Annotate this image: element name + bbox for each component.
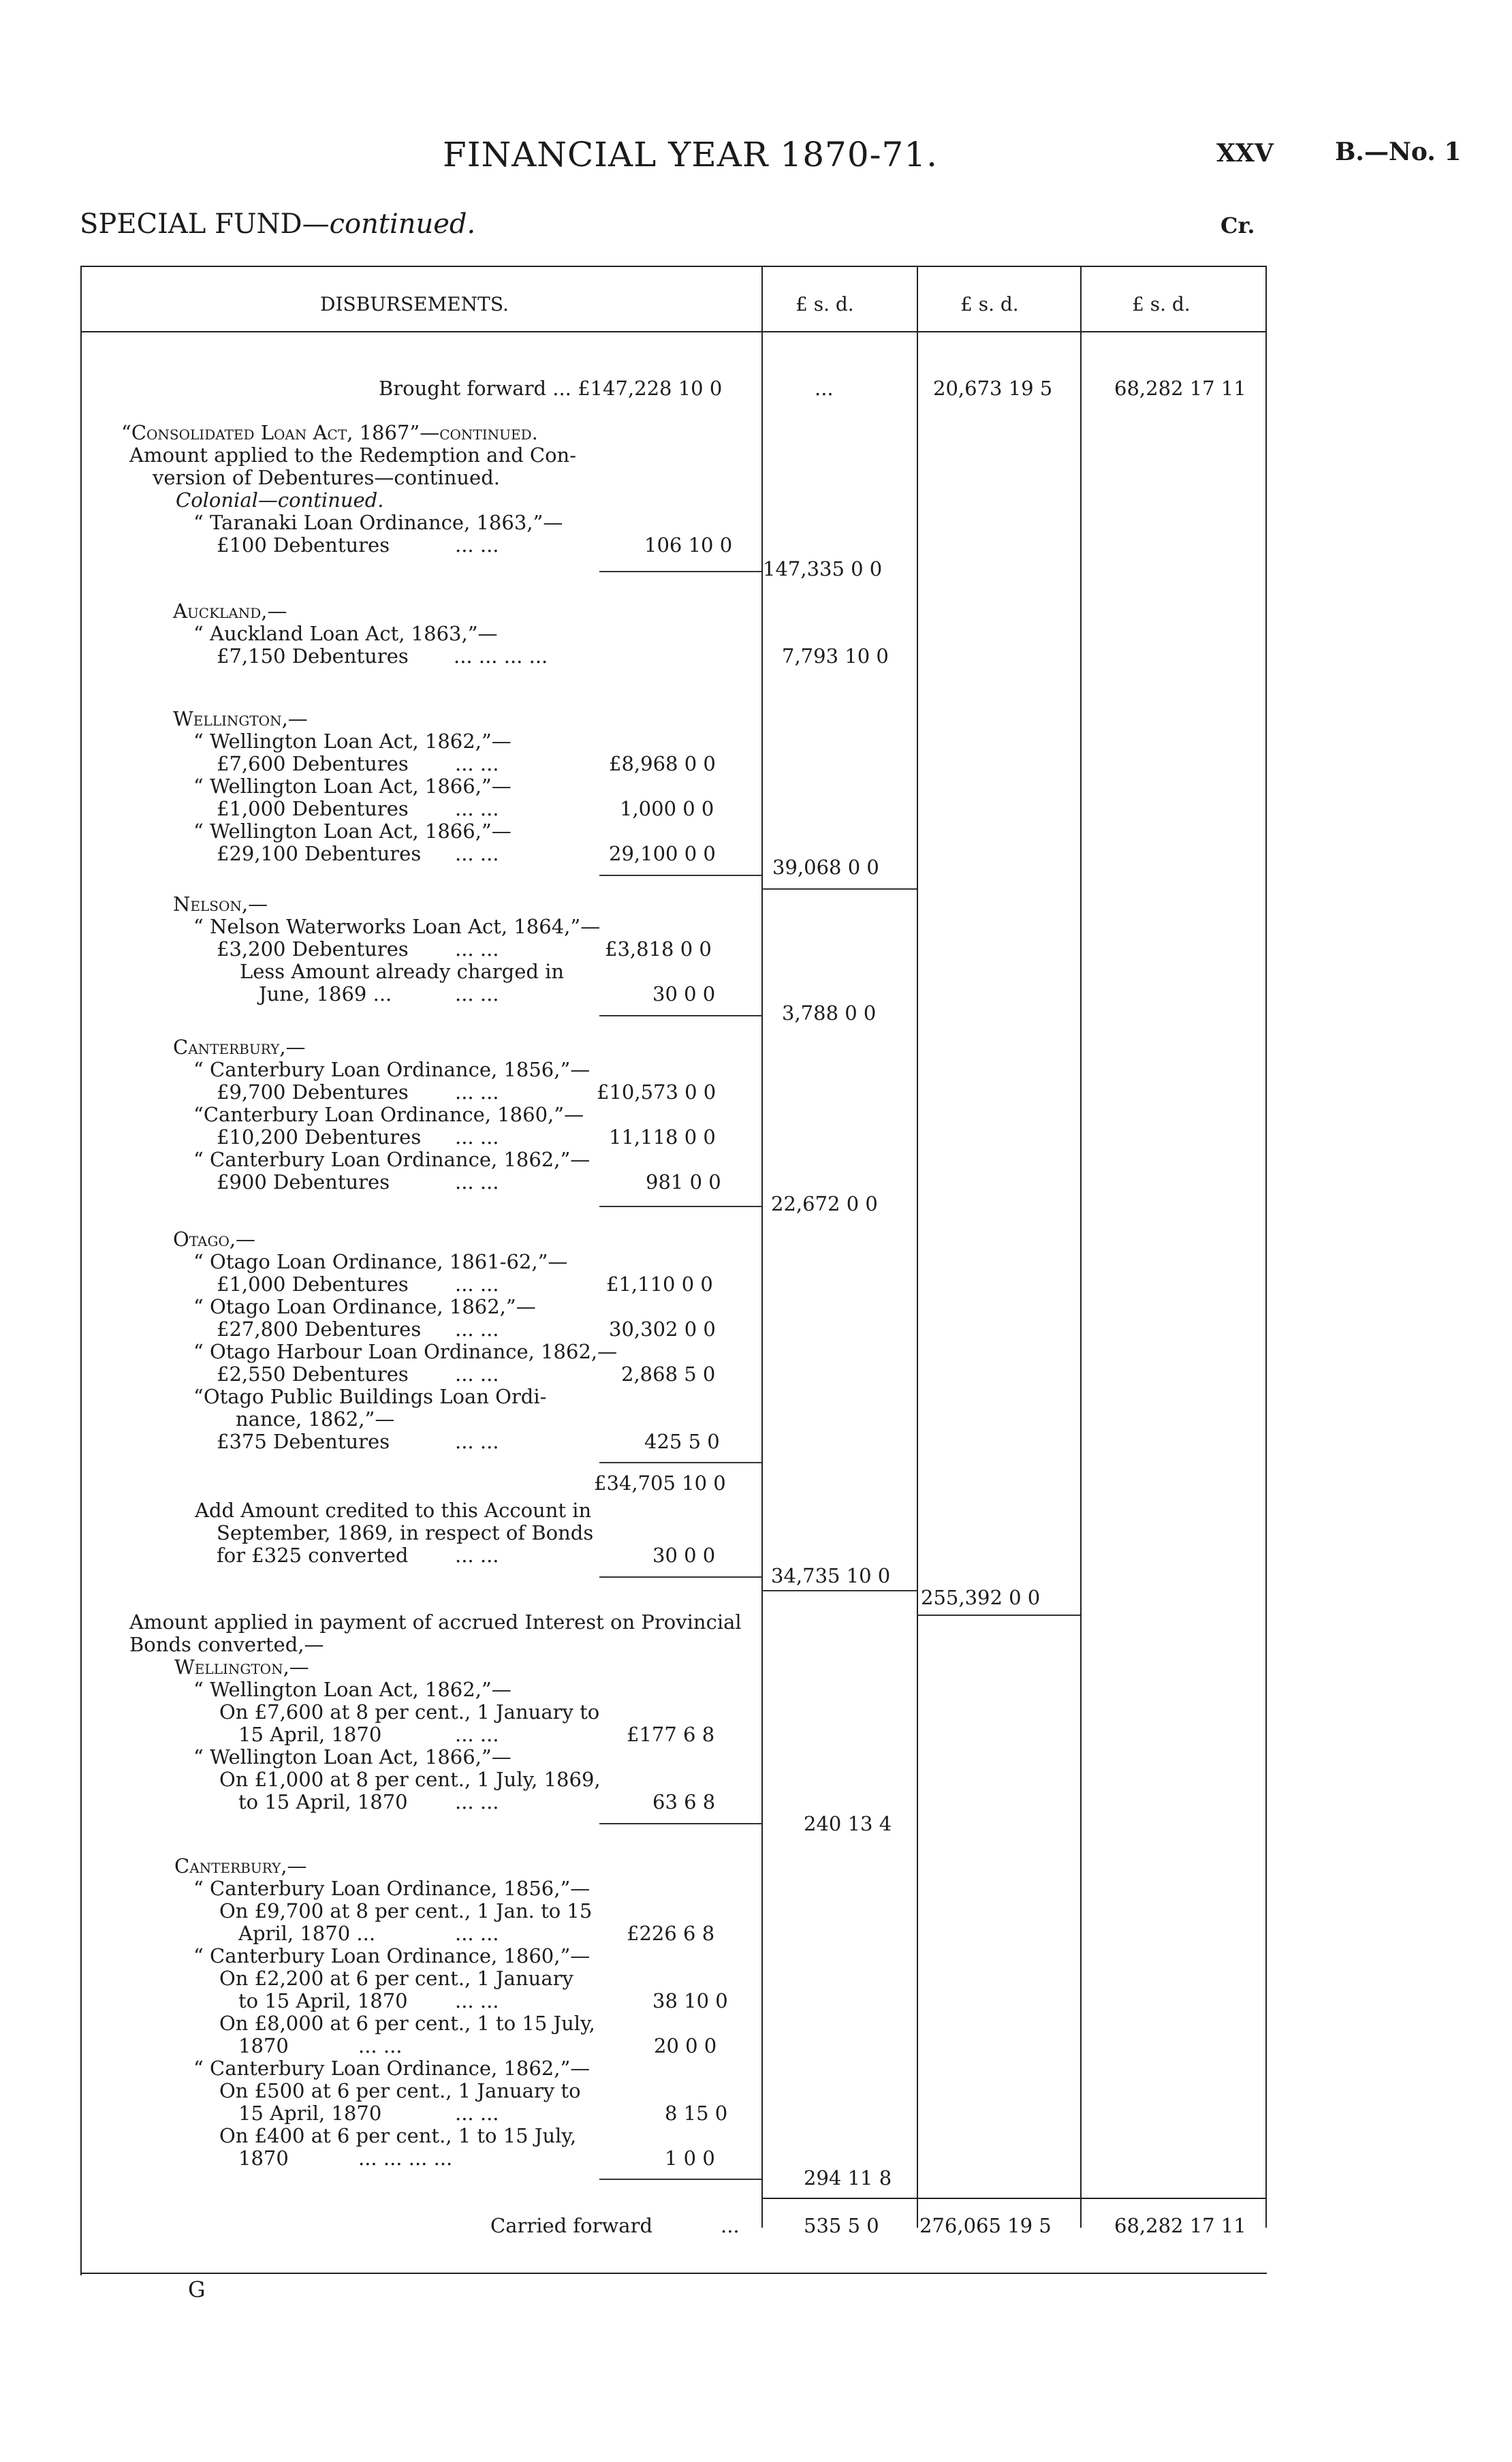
otago-dots-1: ... ...: [455, 1273, 499, 1296]
carried-forward-c1: 535 5 0: [804, 2214, 879, 2237]
auckland-total: 7,793 10 0: [782, 644, 889, 668]
otago-act-4: “Otago Public Buildings Loan Ordi-: [193, 1385, 547, 1408]
interest-w-act-2: “ Wellington Loan Act, 1866,”—: [193, 1745, 511, 1768]
wellington-deb-2: £1,000 Debentures: [217, 797, 409, 820]
interest-c-act-1: “ Canterbury Loan Ordinance, 1856,”—: [193, 1877, 590, 1900]
page-title: FINANCIAL YEAR 1870-71.: [443, 135, 939, 174]
interest-c-line-8: 1870: [238, 2034, 289, 2057]
interest-c-amt-4: 8 15 0: [665, 2102, 728, 2125]
rule: [599, 1015, 761, 1016]
nelson-deb: £3,200 Debentures: [217, 937, 409, 961]
interest-c-act-2: “ Canterbury Loan Ordinance, 1860,”—: [193, 1944, 590, 1967]
otago-add-3: for £325 converted: [217, 1544, 409, 1567]
interest-c-line-2: On £9,700 at 8 per cent., 1 Jan. to 15: [219, 1899, 593, 1922]
document-code: B.—No. 1: [1335, 138, 1462, 166]
canterbury-dots-2: ... ...: [455, 1125, 499, 1149]
wellington-dots-3: ... ...: [455, 842, 499, 865]
otago-act-3: “ Otago Harbour Loan Ordinance, 1862,—: [193, 1340, 618, 1363]
otago-act-4b: nance, 1862,”—: [236, 1407, 395, 1431]
nelson-amt-2: 30 0 0: [652, 982, 716, 1006]
rule: [917, 1615, 1080, 1616]
interest-line-1: Amount applied in payment of accrued Interest on Provincial: [129, 1610, 742, 1634]
interest-c-dots-5: ... ... ... ...: [358, 2147, 453, 2170]
wellington-amt-1: £8,968 0 0: [609, 752, 716, 775]
wellington-deb-1: £7,600 Debentures: [217, 752, 409, 775]
signature-mark: G: [188, 2277, 206, 2303]
interest-w-act-1: “ Wellington Loan Act, 1862,”—: [193, 1678, 511, 1701]
header-bottom-line: [80, 331, 1267, 332]
interest-c-line-7: On £8,000 at 6 per cent., 1 to 15 July,: [219, 2012, 595, 2035]
otago-add-dots: ... ...: [455, 1544, 499, 1567]
otago-total: 34,735 10 0: [771, 1564, 891, 1587]
wellington-amt-2: 1,000 0 0: [620, 797, 714, 820]
disbursements-heading: DISBURSEMENTS.: [320, 293, 509, 315]
frame-right-line: [1265, 266, 1267, 2228]
canterbury-act-3: “ Canterbury Loan Ordinance, 1862,”—: [193, 1148, 590, 1171]
col2-divider: [917, 266, 918, 2228]
rule: [599, 1576, 761, 1578]
carried-forward-label: Carried forward: [490, 2214, 653, 2237]
frame-left-line: [80, 266, 82, 2275]
otago-amt-4: 425 5 0: [644, 1430, 720, 1453]
canterbury-heading: Canterbury,—: [173, 1035, 306, 1059]
nelson-amt-1: £3,818 0 0: [605, 937, 712, 961]
nelson-heading: Nelson,—: [173, 892, 268, 916]
interest-c-dots-3: ... ...: [358, 2034, 403, 2057]
otago-deb-3: £2,550 Debentures: [217, 1362, 409, 1386]
interest-c-amt-2: 38 10 0: [652, 1989, 728, 2012]
brought-forward-c2: 20,673 19 5: [933, 377, 1053, 400]
nelson-act: “ Nelson Waterworks Loan Act, 1864,”—: [193, 915, 601, 938]
auckland-dots: ... ... ... ...: [454, 644, 548, 668]
brought-forward-c3: 68,282 17 11: [1114, 377, 1246, 400]
wellington-act-2: “ Wellington Loan Act, 1866,”—: [193, 775, 511, 798]
credit-side-label: Cr.: [1220, 213, 1255, 238]
rule: [599, 2179, 761, 2180]
otago-add-2: September, 1869, in respect of Bonds: [217, 1521, 594, 1544]
otago-amt-2: 30,302 0 0: [609, 1318, 716, 1341]
interest-c-line-10: On £500 at 6 per cent., 1 January to: [219, 2079, 581, 2102]
nelson-dots: ... ...: [455, 937, 499, 961]
interest-c-dots-1: ... ...: [455, 1922, 499, 1945]
auckland-debentures: £7,150 Debentures: [217, 644, 409, 668]
interest-w-amt-1: £177 6 8: [627, 1723, 715, 1746]
otago-dots-4: ... ...: [455, 1430, 499, 1453]
auckland-heading: Auckland,—: [173, 599, 287, 623]
wellington-heading: Wellington,—: [173, 707, 308, 730]
frame-bottom-line: [80, 2273, 1267, 2274]
intro-line-3: Colonial—continued.: [176, 488, 384, 512]
canterbury-deb-1: £9,700 Debentures: [217, 1080, 409, 1104]
nelson-june: June, 1869 ...: [259, 982, 392, 1006]
intro-line-2: version of Debentures—continued.: [153, 466, 500, 489]
colonial-total: 147,335 0 0: [763, 557, 883, 580]
interest-line-2: Bonds converted,—: [129, 1633, 324, 1656]
carried-forward-c3: 68,282 17 11: [1114, 2214, 1246, 2237]
canterbury-act-2: “Canterbury Loan Ordinance, 1860,”—: [193, 1103, 584, 1126]
otago-deb-2: £27,800 Debentures: [217, 1318, 422, 1341]
canterbury-dots-1: ... ...: [455, 1080, 499, 1104]
canterbury-deb-3: £900 Debentures: [217, 1170, 390, 1194]
interest-c-line-6: to 15 April, 1870: [238, 1989, 408, 2012]
interest-c-act-3: “ Canterbury Loan Ordinance, 1862,”—: [193, 2057, 590, 2080]
interest-wellington-heading: Wellington,—: [174, 1655, 309, 1679]
interest-c-amt-5: 1 0 0: [665, 2147, 715, 2170]
interest-c-amt-3: 20 0 0: [654, 2034, 717, 2057]
interest-c-line-11: 15 April, 1870: [238, 2102, 382, 2125]
otago-add-1: Add Amount credited to this Account in: [195, 1499, 592, 1522]
otago-subtotal: £34,705 10 0: [594, 1471, 726, 1495]
canterbury-act-1: “ Canterbury Loan Ordinance, 1856,”—: [193, 1058, 590, 1081]
col2-heading: £ s. d.: [960, 293, 1019, 315]
interest-w-dots-1: ... ...: [455, 1723, 499, 1746]
canterbury-total: 22,672 0 0: [771, 1192, 878, 1215]
act-title: “Consolidated Loan Act, 1867”—continued.: [121, 421, 538, 444]
canterbury-amt-1: £10,573 0 0: [597, 1080, 716, 1104]
interest-w-line-5: On £1,000 at 8 per cent., 1 July, 1869,: [219, 1768, 601, 1791]
canterbury-amt-3: 981 0 0: [646, 1170, 721, 1194]
otago-dots-3: ... ...: [455, 1362, 499, 1386]
otago-deb-1: £1,000 Debentures: [217, 1273, 409, 1296]
carried-forward-dots: ...: [721, 2214, 740, 2237]
wellington-dots-1: ... ...: [455, 752, 499, 775]
col1-heading: £ s. d.: [796, 293, 854, 315]
otago-deb-4: £375 Debentures: [217, 1430, 390, 1453]
brought-forward-label: Brought forward ... £147,228 10 0: [379, 377, 723, 400]
otago-act-1: “ Otago Loan Ordinance, 1861-62,”—: [193, 1250, 568, 1273]
otago-dots-2: ... ...: [455, 1318, 499, 1341]
intro-line-1: Amount applied to the Redemption and Con-: [129, 443, 577, 467]
wellington-act-1: “ Wellington Loan Act, 1862,”—: [193, 730, 511, 753]
rule: [599, 1462, 761, 1463]
taranaki-amount: 106 10 0: [644, 533, 733, 557]
page-number: XXV: [1216, 139, 1274, 168]
carried-top-line: [761, 2198, 1267, 2199]
col3-heading: £ s. d.: [1132, 293, 1191, 315]
rule: [599, 1823, 761, 1824]
nelson-total: 3,788 0 0: [782, 1001, 877, 1025]
otago-act-2: “ Otago Loan Ordinance, 1862,”—: [193, 1295, 536, 1318]
rule: [599, 1206, 761, 1207]
taranaki-debentures: £100 Debentures: [217, 533, 390, 557]
interest-w-line-2: On £7,600 at 8 per cent., 1 January to: [219, 1700, 600, 1724]
redemption-grand-total: 255,392 0 0: [921, 1586, 1041, 1609]
interest-c-line-3: April, 1870 ...: [238, 1922, 376, 1945]
interest-c-dots-4: ... ...: [455, 2102, 499, 2125]
taranaki-dots: ... ...: [455, 533, 499, 557]
interest-canterbury-total: 294 11 8: [804, 2166, 892, 2190]
rule: [599, 875, 761, 876]
wellington-act-3: “ Wellington Loan Act, 1866,”—: [193, 820, 511, 843]
interest-c-line-12: On £400 at 6 per cent., 1 to 15 July,: [219, 2124, 577, 2147]
canterbury-amt-2: 11,118 0 0: [609, 1125, 716, 1149]
carried-forward-c2: 276,065 19 5: [919, 2214, 1052, 2237]
interest-c-dots-2: ... ...: [455, 1989, 499, 2012]
otago-amt-5: 30 0 0: [652, 1544, 716, 1567]
rule: [599, 571, 761, 572]
col3-divider: [1080, 266, 1082, 2228]
interest-c-line-13: 1870: [238, 2147, 289, 2170]
rule: [761, 1590, 917, 1591]
canterbury-deb-2: £10,200 Debentures: [217, 1125, 422, 1149]
interest-wellington-total: 240 13 4: [804, 1812, 892, 1835]
nelson-dots-2: ... ...: [455, 982, 499, 1006]
otago-amt-3: 2,868 5 0: [621, 1362, 716, 1386]
taranaki-act: “ Taranaki Loan Ordinance, 1863,”—: [193, 511, 563, 534]
interest-w-dots-2: ... ...: [455, 1790, 499, 1813]
interest-c-amt-1: £226 6 8: [627, 1922, 715, 1945]
wellington-amt-3: 29,100 0 0: [609, 842, 716, 865]
wellington-total: 39,068 0 0: [772, 856, 879, 879]
interest-w-amt-2: 63 6 8: [652, 1790, 716, 1813]
otago-heading: Otago,—: [173, 1228, 256, 1251]
otago-amt-1: £1,110 0 0: [606, 1273, 713, 1296]
wellington-dots-2: ... ...: [455, 797, 499, 820]
frame-top-line: [80, 266, 1267, 267]
interest-w-line-6: to 15 April, 1870: [238, 1790, 408, 1813]
interest-c-line-5: On £2,200 at 6 per cent., 1 January: [219, 1967, 573, 1990]
brought-forward-c1: ...: [815, 377, 834, 400]
nelson-less: Less Amount already charged in: [240, 960, 565, 983]
interest-w-line-3: 15 April, 1870: [238, 1723, 382, 1746]
rule: [761, 888, 917, 890]
auckland-act: “ Auckland Loan Act, 1863,”—: [193, 622, 498, 645]
wellington-deb-3: £29,100 Debentures: [217, 842, 422, 865]
interest-canterbury-heading: Canterbury,—: [174, 1854, 307, 1877]
fund-title: SPECIAL FUND—continued.: [80, 208, 476, 240]
canterbury-dots-3: ... ...: [455, 1170, 499, 1194]
